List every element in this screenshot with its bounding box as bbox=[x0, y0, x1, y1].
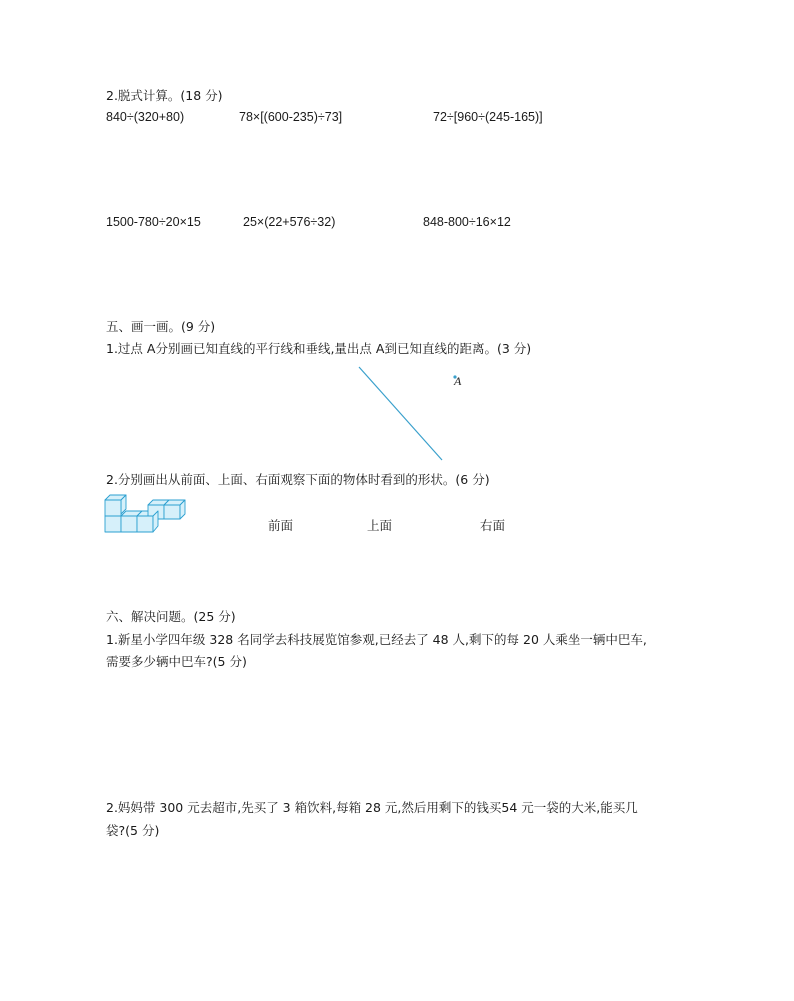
problem-question-1-line-1: 1.新星小学四年级 328 名同学去科技展览馆参观,已经去了 48 人,剩下的每 20 人乘坐一辆中巴车, bbox=[106, 632, 647, 647]
cube-assembly-figure bbox=[104, 494, 184, 534]
drawing-question-1: 1.过点 A分别画已知直线的平行线和垂线,量出点 A到已知直线的距离。(3 分) bbox=[106, 341, 532, 356]
problem-4: 1500-780÷20×15 bbox=[106, 215, 201, 229]
drawing-question-2: 2.分别画出从前面、上面、右面观察下面的物体时看到的形状。(6 分) bbox=[106, 472, 490, 487]
problem-6: 848-800÷16×12 bbox=[423, 215, 511, 229]
problem-2: 78×[(600-235)÷73] bbox=[239, 110, 343, 124]
problem-5: 25×(22+576÷32) bbox=[243, 215, 336, 229]
view-label-right: 右面 bbox=[480, 518, 506, 533]
point-a-label: A bbox=[454, 374, 462, 388]
problem-1: 840÷(320+80) bbox=[106, 110, 185, 124]
problem-question-2-line-1: 2.妈妈带 300 元去超市,先买了 3 箱饮料,每箱 28 元,然后用剩下的钱买54 元一袋的大米,能买几 bbox=[106, 800, 638, 815]
section-title-problems: 六、解决问题。(25 分) bbox=[106, 609, 236, 624]
section-title-calculation: 2.脱式计算。(18 分) bbox=[106, 88, 223, 103]
problem-question-1-line-2: 需要多少辆中巴车?(5 分) bbox=[106, 654, 247, 669]
problem-question-2-line-2: 袋?(5 分) bbox=[106, 823, 160, 838]
view-label-top: 上面 bbox=[367, 518, 393, 533]
given-line bbox=[359, 367, 442, 460]
view-label-front: 前面 bbox=[268, 518, 294, 533]
section-title-drawing: 五、画一画。(9 分) bbox=[106, 319, 216, 334]
problem-3: 72÷[960÷(245-165)] bbox=[433, 110, 543, 124]
